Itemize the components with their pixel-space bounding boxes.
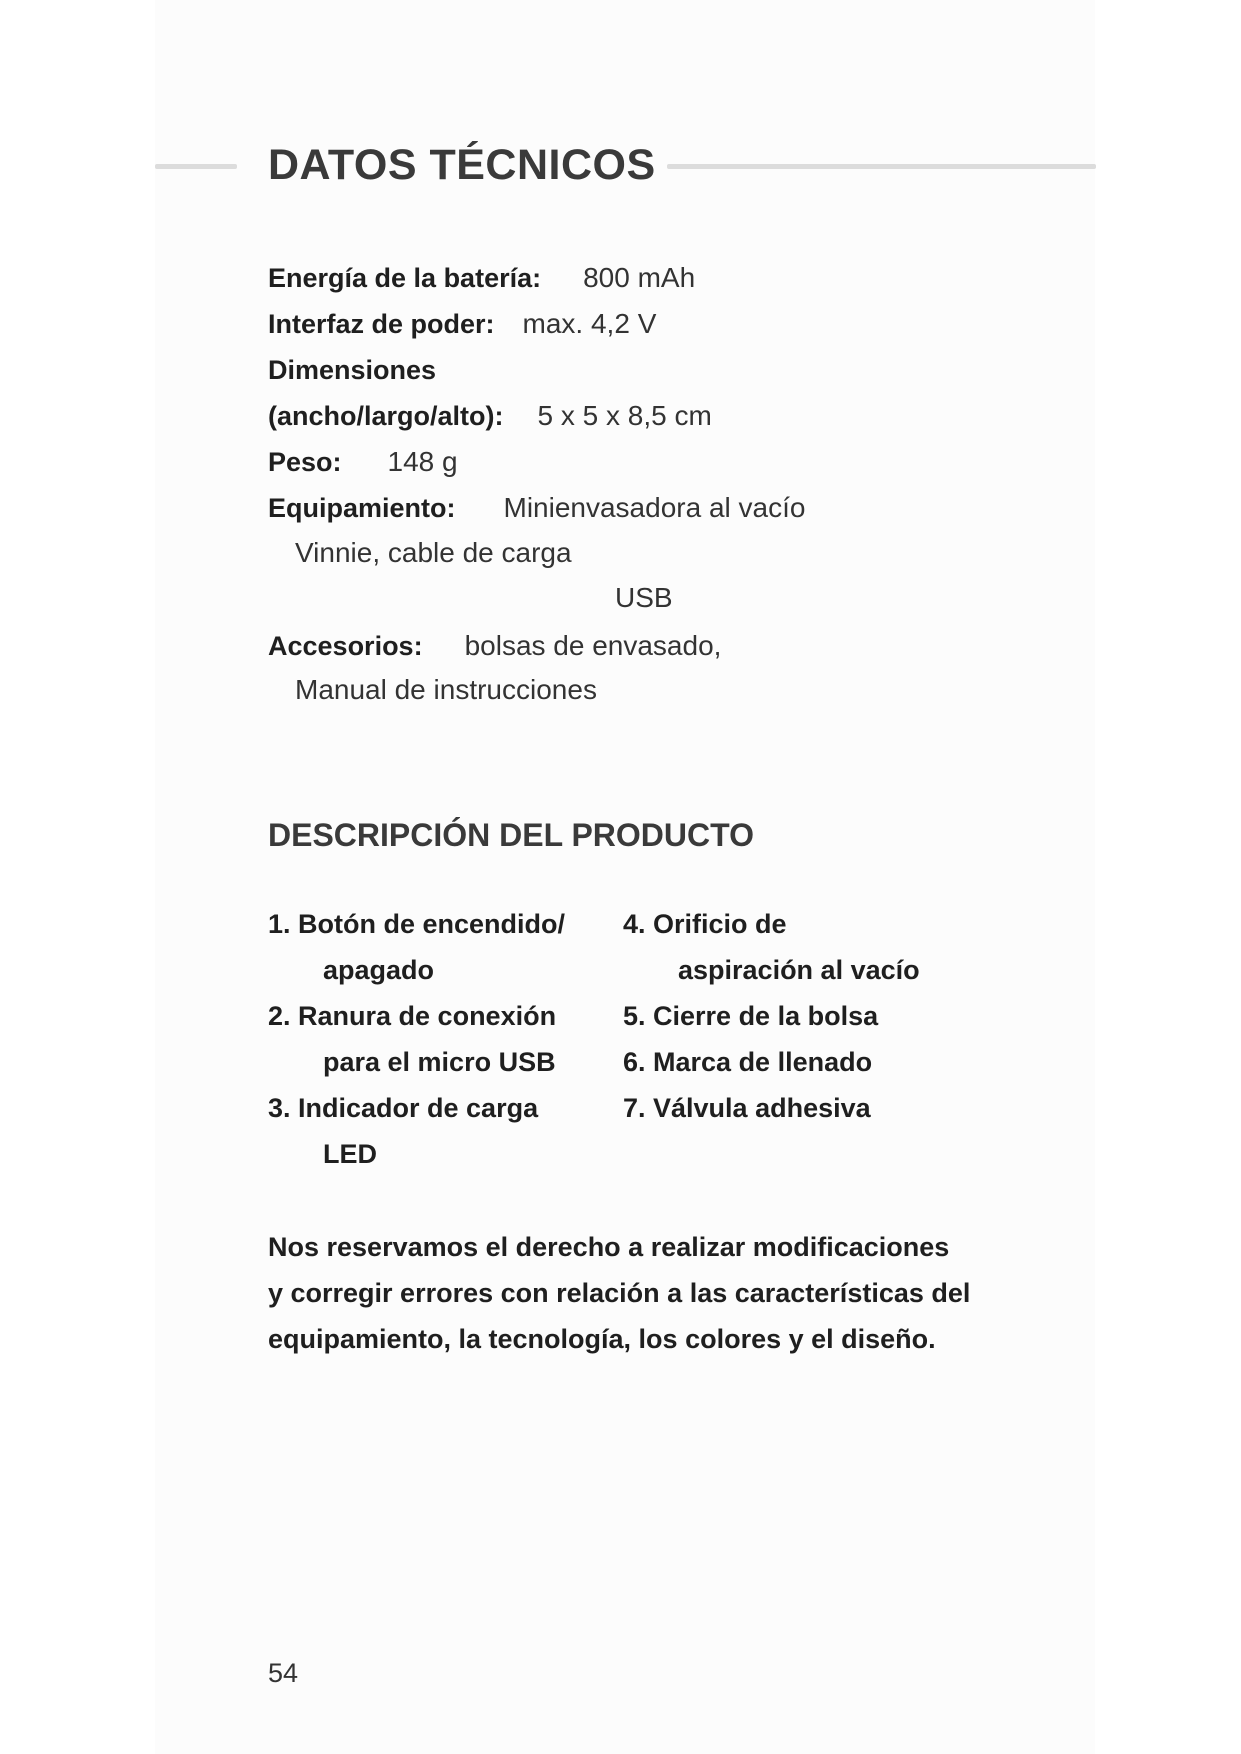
spec-interface-value: max. 4,2 V [522,308,657,339]
spec-dimensions-label-line1 [268,352,436,388]
spec-equipment [268,490,805,526]
spec-dimensions-label-a: Dimensiones [268,355,437,385]
title-rule-right [667,164,1096,169]
spec-battery [268,260,695,296]
spec-battery-label: Energía de la batería: [268,263,542,293]
spec-dimensions-value: 5 x 5 x 8,5 cm [537,400,712,431]
spec-equipment-value-line1: Minienvasadora al vacío [503,492,806,523]
spec-equipment-value-line3: USB [615,582,673,613]
description-item-3-line1: 3. Indicador de carga [268,1093,539,1123]
description-item-5: 5. Cierre de la bolsa [623,1001,879,1031]
spec-equipment-label: Equipamiento: [268,493,456,523]
description-item-4-line1: 4. Orificio de [623,909,787,939]
description-item-6: 6. Marca de llenado [623,1047,873,1077]
description-item-3-line2: LED [323,1139,377,1169]
description-item-1-line1: 1. Botón de encendido/ [268,909,566,939]
page-title: DATOS TÉCNICOS [268,141,656,189]
spec-battery-value: 800 mAh [583,262,696,293]
spec-weight-label: Peso: [268,447,342,477]
disclaimer-line2: y corregir errores con relación a las características del [268,1278,971,1308]
spec-dimensions [268,398,712,434]
disclaimer-line3: equipamiento, la tecnología, los colores y el diseño. [268,1324,936,1354]
description-item-2-line1: 2. Ranura de conexión [268,1001,557,1031]
spec-accessories-label: Accesorios: [268,631,423,661]
disclaimer-line1: Nos reservamos el derecho a realizar modificaciones [268,1232,950,1262]
spec-accessories-value-line1: bolsas de envasado, [464,630,722,661]
description-item-7: 7. Válvula adhesiva [623,1093,871,1123]
description-item-4-line2: aspiración al vacío [678,955,920,985]
spec-interface [268,306,656,342]
spec-interface-label: Interfaz de poder: [268,309,495,339]
description-item-2-line2: para el micro USB [323,1047,556,1077]
spec-weight [268,444,458,480]
spec-equipment-value-line2: Vinnie, cable de carga [295,537,572,568]
spec-accessories [268,628,721,664]
description-item-1-line2: apagado [323,955,435,985]
spec-dimensions-label-b: (ancho/largo/alto): [268,401,504,431]
description-title: DESCRIPCIÓN DEL PRODUCTO [268,817,754,853]
spec-weight-value: 148 g [387,446,458,477]
title-rule-left [155,164,237,169]
page-number: 54 [268,1658,299,1688]
spec-accessories-value-line2: Manual de instrucciones [295,674,597,705]
